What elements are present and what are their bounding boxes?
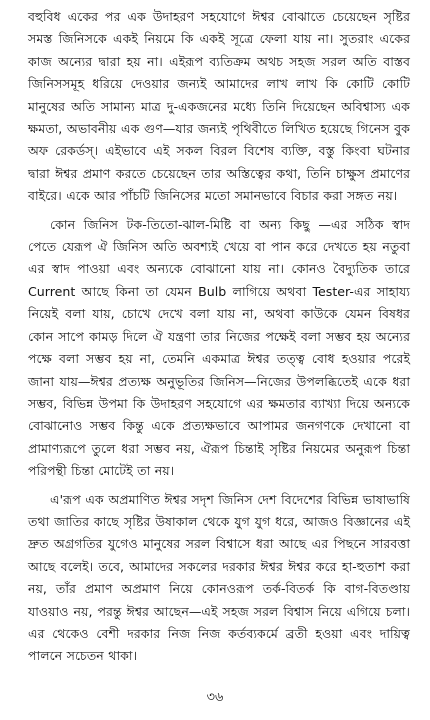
paragraph-1: বহুবিধ একের পর এক উদাহরণ সহযোগে ঈশ্বর বোঝাতে চেয়েছেন সৃষ্টির সমস্ত জিনিসকে একই নিয়মে কি একই সূত্রে ফেলা যায় না। সুতরাং একের কাজ অন্যের দ্বারা হয় না। এইরূপ ব্যতিক্রম অথচ সহজ সরল অতি বাস্তব জিনিসসমূহ ধরিয়ে দেওয়ার জন্যই আমাদের লাখ লাখ কি কোটি কোটি মানুষের অতি সামান্য মাত্র দু-একজনের মধ্যে তিনি দিয়েছেন অবিশ্বাস্য এক ক্ষমতা, অভাবনীয় এক গুণ—যার জন্যই পৃথিবীতে লিখিত হয়েছে গিনেস বুক অফ রেকর্ডস্। এইভাবে এই সকল বিরল বিশেষ ব্যক্তি, বস্তু কিংবা ঘটনার দ্বারা ঈশ্বর প্রমাণ করতে চেয়েছেন তার অস্তিত্বের কথা, তিনি চাক্ষুস প্রমাণের বাইরে। একে আর পাঁচটি জিনিসের মতো সমানভাবে বিচার করা সঙ্গত নয়। (28, 9, 410, 204)
page-number: ৩৬ (206, 690, 224, 705)
paragraph-3: এ'রূপ এক অপ্রমাণিত ঈশ্বর সদৃশ জিনিস দেশ বিদেশের বিভিন্ন ভাষাভাষি তথা জাতির কাছে সৃষ্টির উষাকাল থেকে যুগ যুগ ধরে, আজও বিজ্ঞানের এই দ্রুত অগ্রগতির যুগেও মানুষের সরল বিশ্বাসে ধরা আছে এর পিছনে সারবত্তা আছে বলেই। তবে, আমাদের সকলের দরকার ঈশ্বর ঈশ্বর করে হা-হুতাশ করা নয়, তাঁর প্রমাণ অপ্রমাণ নিয়ে কোনওরূপ তর্ক-বিতর্ক কি বাগ-বিতণ্ডায় যাওয়াও নয়, পরন্তু ঈশ্বর আছেন—এই সহজ সরল বিশ্বাস নিয়ে এগিয়ে চলা। এর থেকেও বেশী দরকার নিজ নিজ কর্তব্যকর্মে ব্রতী হওয়া এবং দায়িত্ব পালনে সচেতন থাকা। (28, 491, 410, 664)
paragraph-2: কোন জিনিস টক-তিতো-ঝাল-মিষ্টি বা অন্য কিছু —এর সঠিক স্বাদ পেতে যেরূপ ঐ জিনিস অতি অবশ্যই খেয়ে বা পান করে দেখতে হয় নতুবা এর স্বাদ পাওয়া এবং অন্যকে বোঝানো যায় না। কোনও বৈদ্যুতিক তারে Current আছে কিনা তা যেমন Bulb লাগিয়ে অথবা Tester-এর সাহায্য নিয়েই বলা যায়, চোখে দেখে বলা যায় না, অথবা কাউকে যেমন বিষধর কোন সাপে কামড় দিলে ঐ যন্ত্রণা তার নিজের পক্ষেই বলা সম্ভব হয় অন্যের পক্ষে বলা সম্ভব হয় না, তেমনি একমাত্র ঈশ্বর তত্ত্ব বোধ হওয়ার পরেই জানা যায়—ঈশ্বর প্রত্যক্ষ অনুভূতির জিনিস—নিজের উপলব্ধিতেই একে ধরা সম্ভব, বিভিন্ন উপমা কি উদাহরণ সহযোগে এর ক্ষমতার ব্যাখ্যা দিয়ে অন্যকে বোঝানোও সম্ভব কিন্তু একে প্রত্যক্ষভাবে আপামর জনগণকে দেখানো বা প্রামাণ্যরূপে তুলে ধরা সম্ভব নয়, ঐরূপ চিন্তাই সৃষ্টির নিয়মের অনুরূপ চিন্তা পরিপন্থী চিন্তা মোটেই তা নয়। (28, 216, 410, 479)
